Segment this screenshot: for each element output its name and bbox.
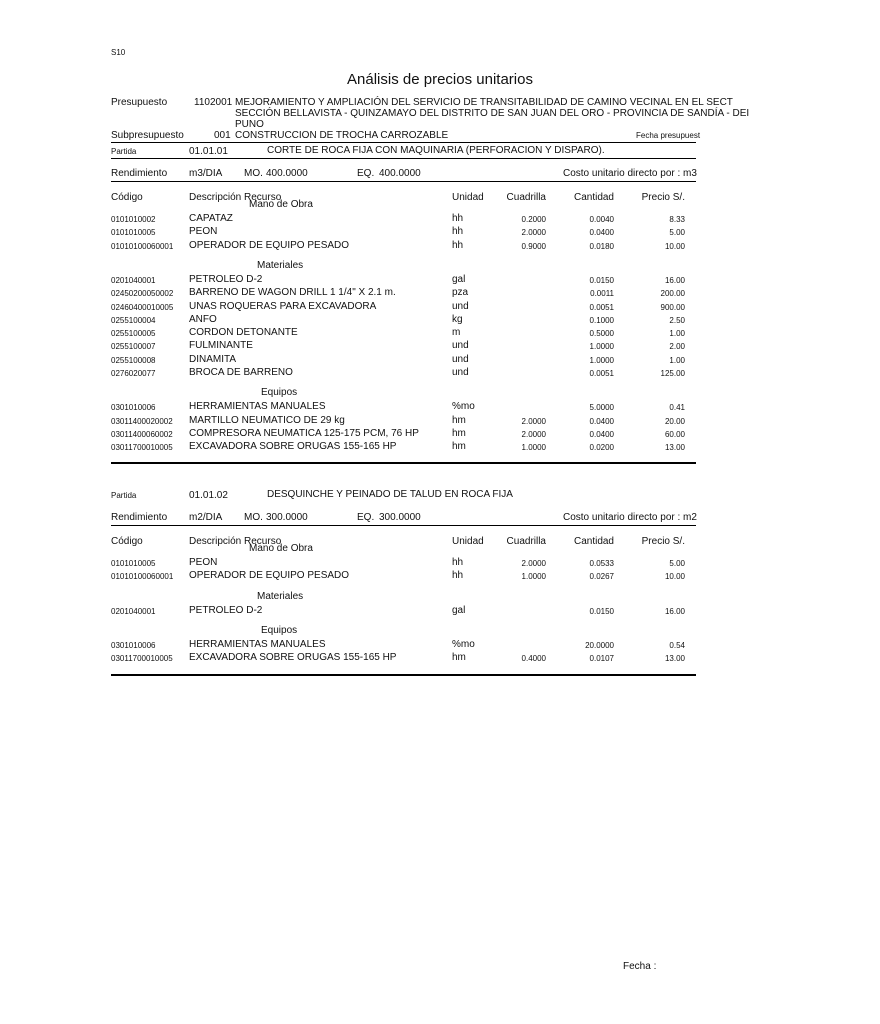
- item-cantidad: 0.0200: [589, 443, 614, 453]
- item-precio: 125.00: [660, 369, 685, 378]
- item-description: FULMINANTE: [189, 340, 253, 352]
- partida-label: Partida: [111, 147, 137, 156]
- item-description: PETROLEO D-2: [189, 604, 263, 616]
- item-unit: hh: [452, 226, 464, 238]
- item-code: 0255100008: [111, 355, 156, 365]
- partida-end-divider: [111, 462, 696, 464]
- partida-code: 01.01.01: [189, 146, 228, 157]
- item-precio: 10.00: [664, 572, 685, 582]
- item-code: 0255100005: [111, 329, 156, 339]
- item-description: DINAMITA: [189, 353, 237, 365]
- col-header-cuadrilla: Cuadrilla: [506, 192, 546, 203]
- item-unit: und: [452, 367, 469, 378]
- item-precio: 2.00: [669, 342, 685, 352]
- item-unit: m: [452, 327, 461, 339]
- item-description: OPERADOR DE EQUIPO PESADO: [189, 239, 350, 251]
- item-code: 02460400010005: [111, 302, 174, 312]
- item-cuadrilla: 2.0000: [521, 429, 546, 439]
- fecha-presupuesto-label: Fecha presupuest: [636, 131, 701, 140]
- item-cuadrilla: 1.0000: [521, 572, 546, 582]
- item-description: OPERADOR DE EQUIPO PESADO: [189, 570, 350, 582]
- item-unit: hh: [452, 557, 464, 568]
- item-description: ANFO: [189, 313, 217, 325]
- item-cantidad: 1.0000: [589, 355, 614, 365]
- item-unit: hm: [452, 652, 466, 664]
- item-code: 0101010005: [111, 559, 156, 568]
- resource-group-title: Materiales: [257, 590, 304, 602]
- item-cantidad: 20.0000: [585, 640, 614, 650]
- resource-group-title: Equipos: [261, 387, 298, 399]
- item-precio: 8.33: [669, 215, 685, 224]
- item-description: PEON: [189, 226, 218, 238]
- col-header-descripcion: Descripción Recurso: [189, 536, 282, 547]
- presupuesto-line-3: PUNO: [235, 119, 264, 130]
- item-precio: 900.00: [660, 302, 685, 312]
- subpresupuesto-label: Subpresupuesto: [111, 130, 184, 141]
- item-code: 0101010005: [111, 228, 156, 238]
- item-unit: pza: [452, 287, 469, 299]
- presupuesto-label: Presupuesto: [111, 97, 168, 108]
- presupuesto-line-2: SECCIÓN BELLAVISTA - QUINZAMAYO DEL DISTRITO DE SAN JUAN DEL ORO - PROVINCIA DE SANDÍA - DEI: [235, 108, 750, 119]
- item-description: CAPATAZ: [189, 213, 233, 224]
- eq-value: 300.0000: [379, 512, 421, 523]
- item-precio: 16.00: [664, 275, 685, 285]
- col-header-unidad: Unidad: [452, 192, 484, 203]
- item-unit: hh: [452, 239, 464, 251]
- item-unit: %mo: [452, 401, 475, 413]
- item-precio: 16.00: [664, 606, 685, 616]
- partida-name: CORTE DE ROCA FIJA CON MAQUINARIA (PERFORACION Y DISPARO).: [267, 145, 605, 156]
- item-description: EXCAVADORA SOBRE ORUGAS 155-165 HP: [189, 441, 397, 453]
- presupuesto-code: 1102001: [194, 97, 233, 108]
- item-code: 03011700010005: [111, 654, 173, 664]
- item-precio: 1.00: [669, 329, 685, 339]
- item-unit: hm: [452, 414, 466, 426]
- footer-fecha-label: Fecha :: [623, 961, 657, 972]
- rendimiento-label: Rendimiento: [111, 168, 168, 179]
- col-header-precio: Precio S/.: [641, 192, 685, 203]
- resource-group-title: Materiales: [257, 259, 304, 271]
- item-cuadrilla: 1.0000: [521, 443, 546, 453]
- item-code: 0255100007: [111, 342, 156, 352]
- item-cuadrilla: 2.0000: [521, 416, 546, 426]
- item-code: 0301010006: [111, 403, 156, 413]
- mo-value: 400.0000: [266, 168, 308, 179]
- rendimiento-divider: [111, 181, 696, 182]
- costo-unitario-label: Costo unitario directo por : m3: [563, 168, 697, 179]
- item-code: 0101010002: [111, 215, 156, 224]
- header-divider: [111, 142, 696, 143]
- item-unit: hm: [452, 427, 466, 439]
- item-code: 02450200050002: [111, 289, 174, 299]
- item-cuadrilla: 2.0000: [521, 228, 546, 238]
- item-precio: 13.00: [664, 654, 685, 664]
- col-header-precio: Precio S/.: [641, 536, 685, 547]
- item-unit: %mo: [452, 638, 475, 650]
- item-cantidad: 0.0051: [589, 302, 614, 312]
- resource-group-title: Equipos: [261, 624, 298, 636]
- item-precio: 200.00: [660, 289, 685, 299]
- rendimiento-divider: [111, 525, 696, 526]
- item-precio: 13.00: [664, 443, 685, 453]
- col-header-descripcion: Descripción Recurso: [189, 192, 282, 203]
- item-unit: und: [452, 353, 469, 365]
- item-cantidad: 0.0400: [589, 429, 614, 439]
- item-description: HERRAMIENTAS MANUALES: [189, 401, 326, 413]
- item-cantidad: 0.0400: [589, 228, 614, 238]
- page-title: Análisis de precios unitarios: [347, 71, 533, 88]
- report-code: S10: [111, 48, 126, 57]
- item-description: BARRENO DE WAGON DRILL 1 1/4" X 2.1 m.: [189, 287, 396, 299]
- item-cantidad: 0.0107: [589, 654, 614, 664]
- mo-label: MO.: [244, 168, 263, 179]
- item-description: EXCAVADORA SOBRE ORUGAS 155-165 HP: [189, 652, 397, 664]
- item-cantidad: 0.5000: [589, 329, 614, 339]
- item-code: 0255100004: [111, 315, 156, 325]
- item-precio: 5.00: [669, 559, 685, 568]
- item-unit: gal: [452, 604, 466, 616]
- item-code: 0201040001: [111, 606, 156, 616]
- item-precio: 60.00: [664, 429, 685, 439]
- item-description: BROCA DE BARRENO: [189, 367, 293, 378]
- item-code: 03011400020002: [111, 416, 173, 426]
- resource-group-title: Mano de Obra: [249, 543, 313, 554]
- col-header-codigo: Código: [111, 192, 143, 203]
- item-unit: und: [452, 300, 469, 312]
- item-cantidad: 1.0000: [589, 342, 614, 352]
- item-precio: 0.41: [669, 403, 685, 413]
- item-description: PETROLEO D-2: [189, 273, 263, 285]
- item-precio: 2.50: [669, 315, 685, 325]
- item-unit: kg: [452, 313, 463, 325]
- costo-unitario-label: Costo unitario directo por : m2: [563, 512, 697, 523]
- col-header-cantidad: Cantidad: [573, 192, 614, 203]
- item-cantidad: 0.0051: [589, 369, 614, 378]
- item-code: 01010100060001: [111, 241, 174, 251]
- col-header-cuadrilla: Cuadrilla: [506, 536, 546, 547]
- item-unit: gal: [452, 273, 466, 285]
- item-unit: hh: [452, 570, 464, 582]
- item-description: HERRAMIENTAS MANUALES: [189, 638, 326, 650]
- subpresupuesto-code: 001: [214, 130, 231, 141]
- item-precio: 10.00: [664, 241, 685, 251]
- item-cuadrilla: 0.9000: [521, 241, 546, 251]
- item-precio: 0.54: [669, 640, 685, 650]
- item-unit: und: [452, 340, 469, 352]
- item-description: UNAS ROQUERAS PARA EXCAVADORA: [189, 300, 377, 312]
- item-precio: 20.00: [664, 416, 685, 426]
- item-unit: hh: [452, 213, 464, 224]
- item-cantidad: 0.0040: [589, 215, 614, 224]
- partida-name: DESQUINCHE Y PEINADO DE TALUD EN ROCA FIJA: [267, 489, 513, 500]
- item-code: 0276020077: [111, 369, 156, 378]
- item-code: 03011700010005: [111, 443, 173, 453]
- item-cantidad: 0.0150: [589, 606, 614, 616]
- item-cantidad: 0.1000: [589, 315, 614, 325]
- partida-code: 01.01.02: [189, 490, 228, 501]
- item-code: 0201040001: [111, 275, 156, 285]
- item-cantidad: 0.0267: [589, 572, 614, 582]
- item-cantidad: 0.0533: [589, 559, 614, 568]
- eq-value: 400.0000: [379, 168, 421, 179]
- item-code: 01010100060001: [111, 572, 174, 582]
- item-code: 0301010006: [111, 640, 156, 650]
- col-header-cantidad: Cantidad: [573, 536, 614, 547]
- item-description: MARTILLO NEUMATICO DE 29 kg: [189, 414, 345, 426]
- item-cuadrilla: 0.2000: [521, 215, 546, 224]
- resource-group-title: Mano de Obra: [249, 199, 313, 210]
- item-precio: 1.00: [669, 355, 685, 365]
- eq-label: EQ.: [357, 168, 375, 179]
- item-cuadrilla: 2.0000: [521, 559, 546, 568]
- item-code: 03011400060002: [111, 429, 173, 439]
- item-cantidad: 0.0400: [589, 416, 614, 426]
- item-unit: hm: [452, 441, 466, 453]
- partida-label: Partida: [111, 491, 137, 500]
- item-cantidad: 5.0000: [589, 403, 614, 413]
- rendimiento-unit: m2/DIA: [189, 512, 223, 523]
- item-description: CORDON DETONANTE: [189, 327, 298, 339]
- subpresupuesto-name: CONSTRUCCION DE TROCHA CARROZABLE: [235, 130, 449, 141]
- partida-divider: [111, 158, 696, 159]
- partida-end-divider: [111, 674, 696, 676]
- item-cantidad: 0.0011: [590, 289, 614, 299]
- item-description: PEON: [189, 557, 218, 568]
- rendimiento-unit: m3/DIA: [189, 168, 223, 179]
- item-cantidad: 0.0150: [589, 275, 614, 285]
- mo-value: 300.0000: [266, 512, 308, 523]
- item-description: COMPRESORA NEUMATICA 125-175 PCM, 76 HP: [189, 427, 419, 439]
- presupuesto-line-1: MEJORAMIENTO Y AMPLIACIÓN DEL SERVICIO DE TRANSITABILIDAD DE CAMINO VECINAL EN EL SECT: [235, 97, 733, 108]
- item-cuadrilla: 0.4000: [521, 654, 546, 664]
- rendimiento-label: Rendimiento: [111, 512, 168, 523]
- item-cantidad: 0.0180: [589, 241, 614, 251]
- item-precio: 5.00: [669, 228, 685, 238]
- col-header-codigo: Código: [111, 536, 143, 547]
- col-header-unidad: Unidad: [452, 536, 484, 547]
- eq-label: EQ.: [357, 512, 375, 523]
- mo-label: MO.: [244, 512, 263, 523]
